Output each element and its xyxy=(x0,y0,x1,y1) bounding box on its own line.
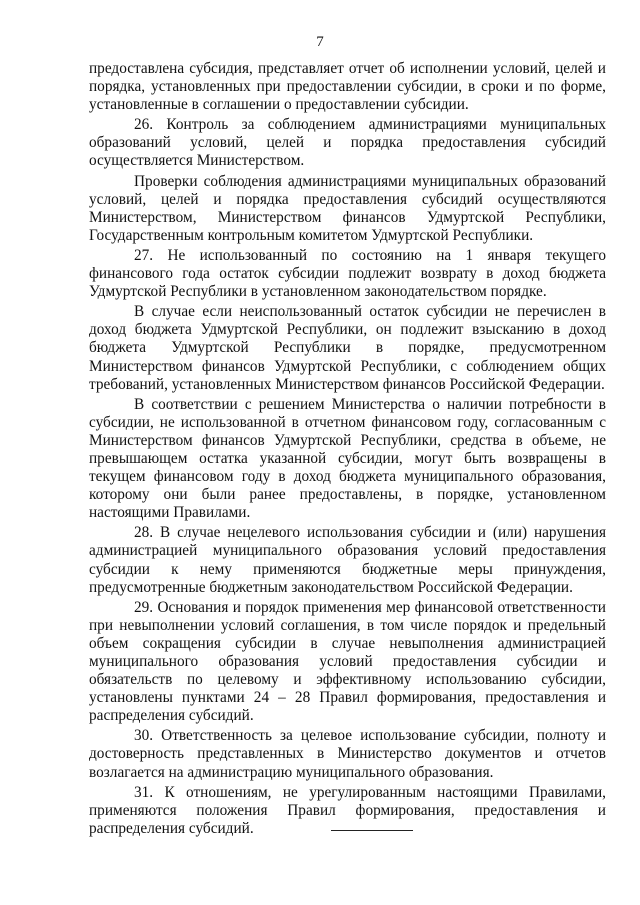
end-of-document-rule xyxy=(331,830,413,831)
paragraph-item-27-return: В соответствии с решением Министерства о наличии потребности в субсидии, не использованной в отчетном финансовом году, согласованным с Министерством финансов Удмуртской Республики, средства в объеме, не превышающем остатка указанной субсидии, могут быть возвращены в текущем финансовом году в доход бюджета муниципального образования, которому они были ранее предоставлены, в порядке, установленном настоящими Правилами. xyxy=(89,395,606,522)
paragraph-item-26: 26. Контроль за соблюдением администрациями муниципальных образований условий, целей и порядка предоставления субсидий осуществляется Министерством. xyxy=(89,116,606,170)
paragraph-item-31: 31. К отношениям, не урегулированным настоящими Правилами, применяются положения Правил формирования, предоставления и распределения субсидий. xyxy=(89,783,606,837)
paragraph-item-26-checks: Проверки соблюдения администрациями муниципальных образований условий, целей и порядка предоставления субсидий осуществляются Министерством, Министерством финансов Удмуртской Республики, Государственным контрольным комитетом Удмуртской Республики. xyxy=(89,172,606,244)
paragraph-item-30: 30. Ответственность за целевое использование субсидии, полноту и достоверность представленных в Министерство документов и отчетов возлагается на администрацию муниципального образования. xyxy=(89,727,606,781)
paragraph-continuation: предоставлена субсидия, представляет отчет об исполнении условий, целей и порядка, установленных при предоставлении субсидии, в сроки и по форме, установленные в соглашении о предоставлении субсидии. xyxy=(89,60,606,114)
paragraph-item-29: 29. Основания и порядок применения мер финансовой ответственности при невыполнении условий соглашения, в том числе порядок и предельный объем сокращения субсидии в случае невыполнения администрацией муниципального образования условий предоставления субсидии и обязательств по целевому и эффективному использованию субсидии, установлены пунктами 24 – 28 Правил формирования, предоставления и распределения субсидий. xyxy=(89,598,606,725)
paragraph-item-27: 27. Не использованный по состоянию на 1 января текущего финансового года остаток субсидии подлежит возврату в доход бюджета Удмуртской Республики в установленном законодательством порядке. xyxy=(89,246,606,301)
paragraph-item-28: 28. В случае нецелевого использования субсидии и (или) нарушения администрацией муниципального образования условий предоставления субсидии к нему применяются бюджетные меры принуждения, предусмотренные бюджетным законодательством Российской Федерации. xyxy=(89,524,606,596)
document-body xyxy=(89,60,606,840)
page-number: 7 xyxy=(316,34,324,50)
paragraph-item-27-recovery: В случае если неиспользованный остаток субсидии не перечислен в доход бюджета Удмуртской Республики, он подлежит взысканию в доход бюджета Удмуртской Республики в порядке, предусмотренном Министерством финансов Удмуртской Республики, с соблюдением общих требований, установленных Министерством финансов Российской Федерации. xyxy=(89,303,606,393)
